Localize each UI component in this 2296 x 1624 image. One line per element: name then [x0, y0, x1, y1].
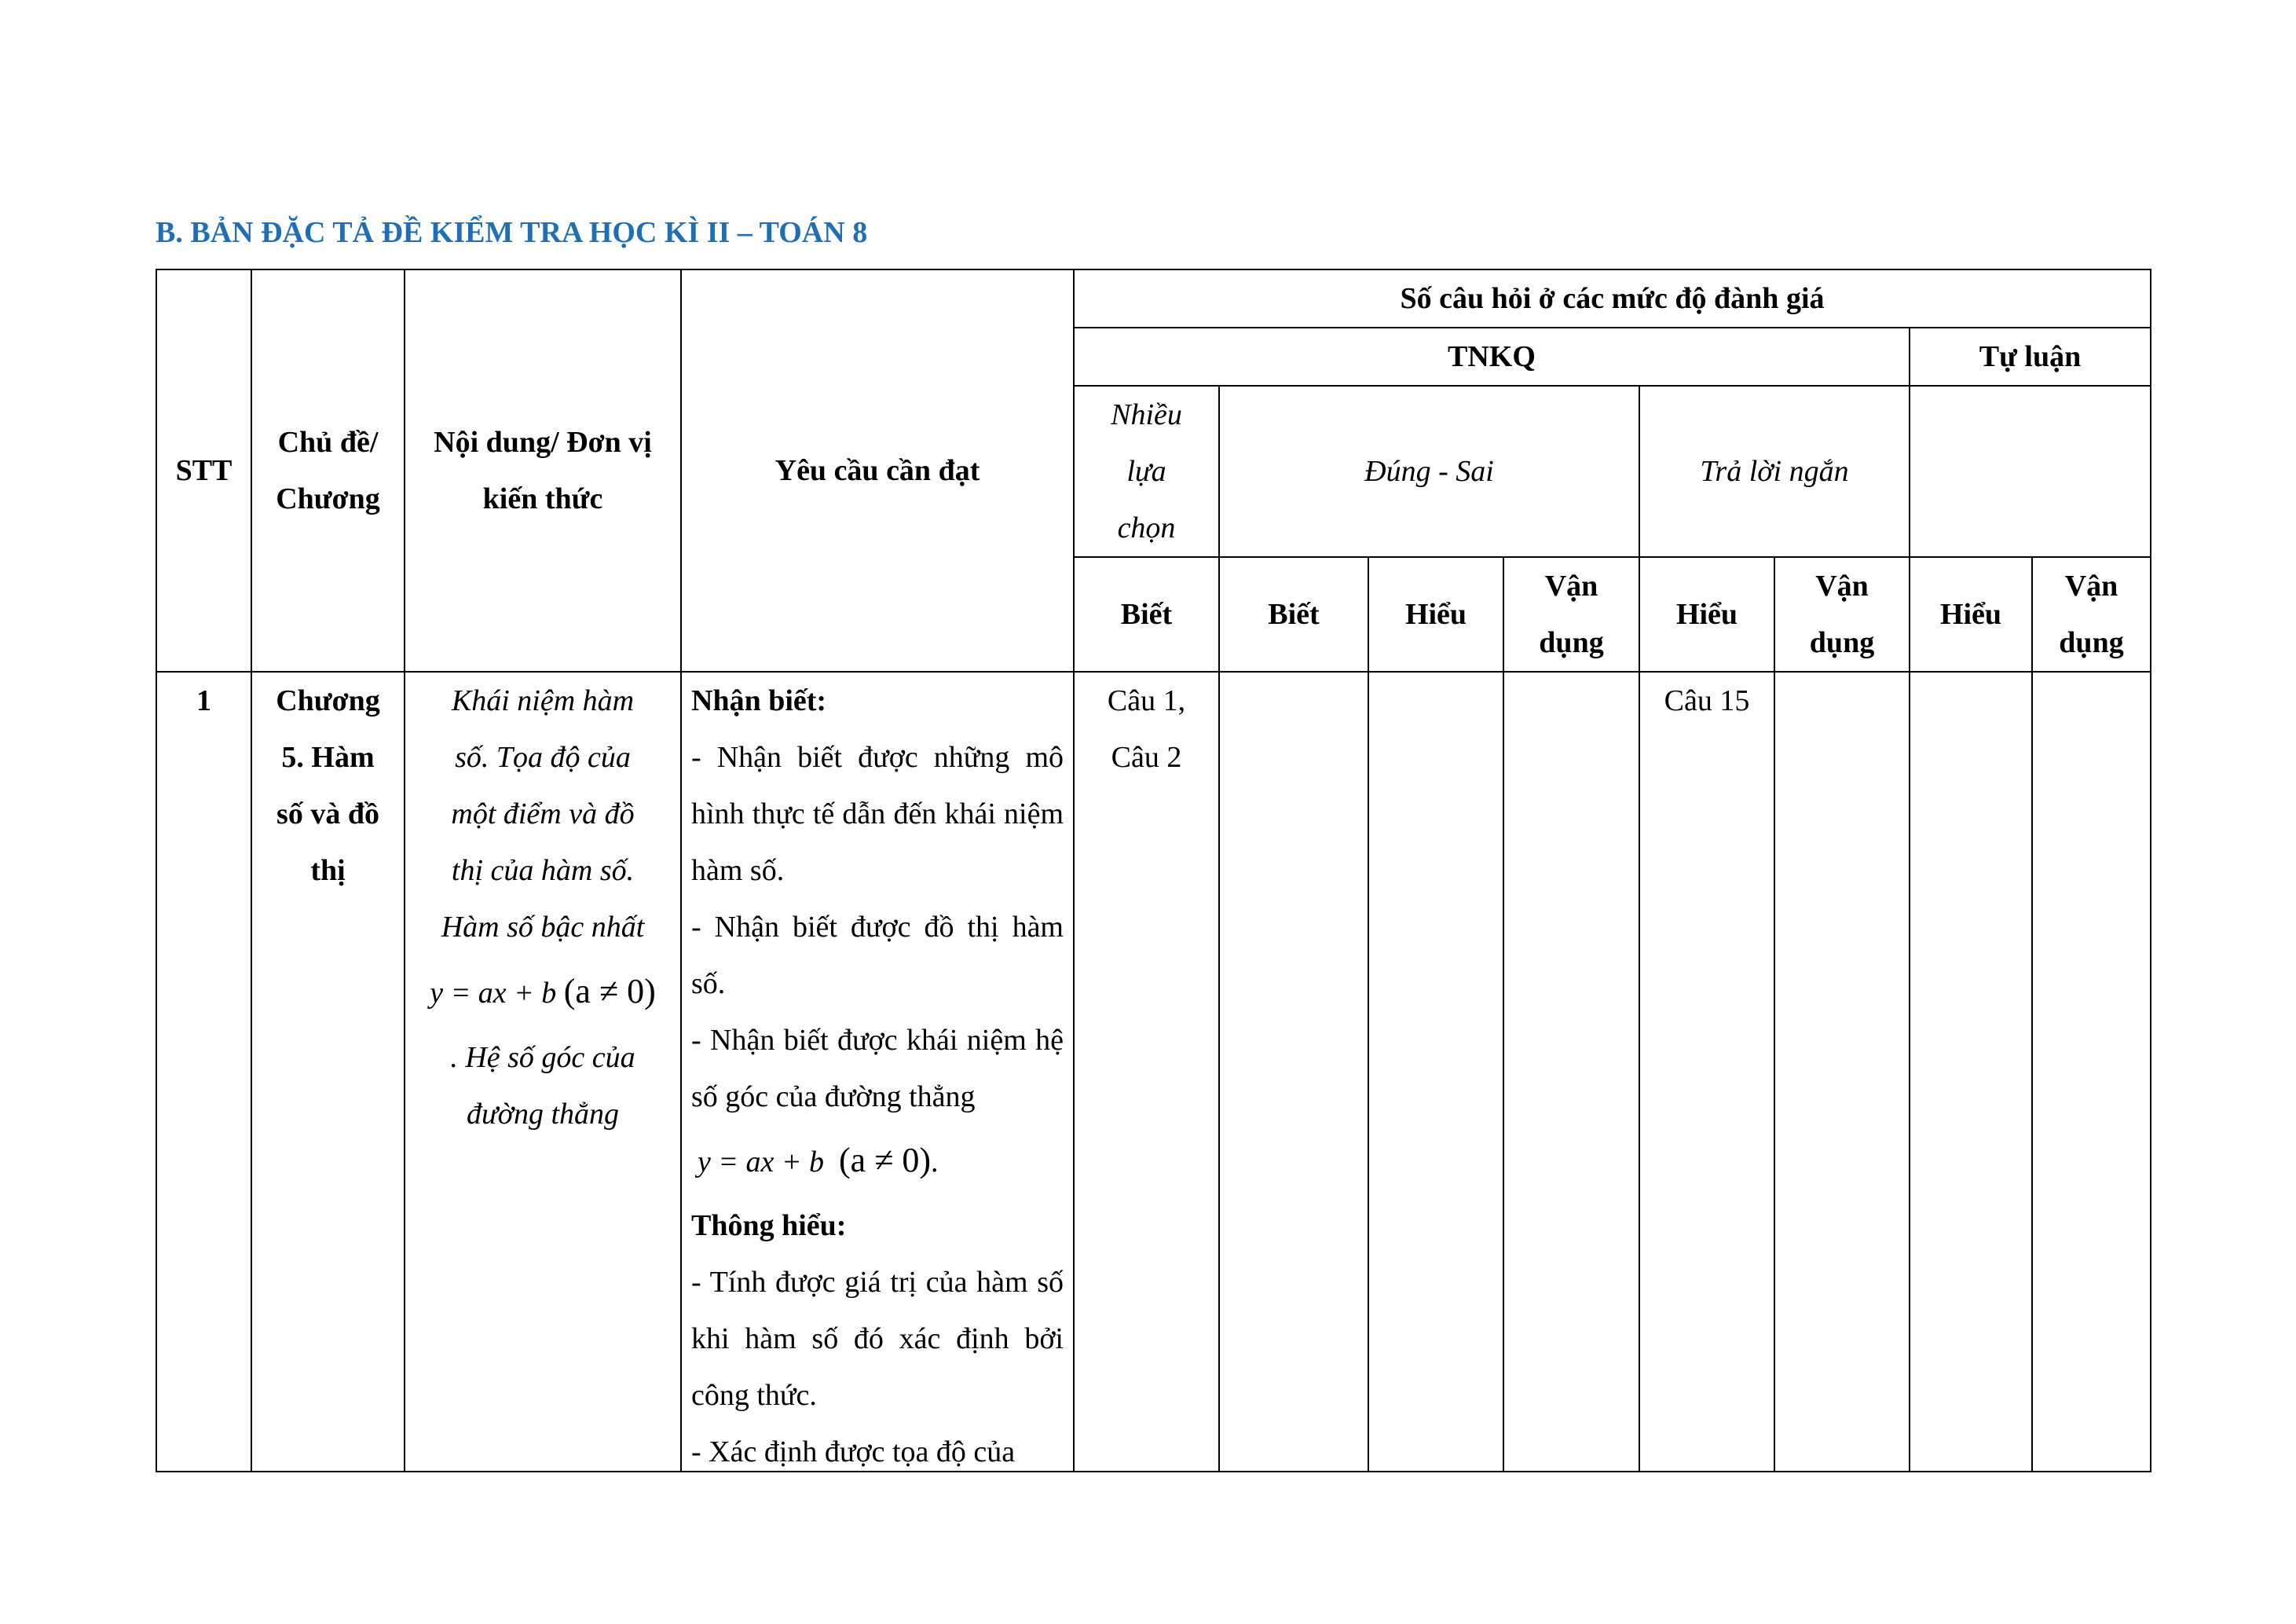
formula-slope: y = ax + b (a ≠ 0).: [698, 1141, 939, 1179]
header-tra-loi-ngan: Trả lời ngắn: [1639, 386, 1910, 557]
row-tln-van-dung: [1774, 672, 1910, 1472]
header-stt: STT: [156, 269, 251, 672]
req-nhan-biet-3: - Nhận biết được khái niệm hệ số góc của đường thẳng: [691, 1024, 1064, 1113]
level-ds-biet: Biết: [1219, 557, 1368, 672]
row-stt: 1: [156, 672, 251, 1472]
level-ds-van-dung: Vận dụng: [1503, 557, 1639, 672]
header-nhieu-lua-chon: Nhiều lựa chọn: [1074, 386, 1219, 557]
label-thong-hieu: Thông hiểu:: [691, 1209, 847, 1242]
level-tl-hieu: Hiểu: [1910, 557, 2032, 672]
header-tu-luan-blank: [1910, 386, 2151, 557]
header-yeu-cau: Yêu cầu cần đạt: [681, 269, 1074, 672]
row-noi-dung: Khái niệm hàm số. Tọa độ của một điểm và đồ thị của hàm số. Hàm số bậc nhất y = ax + b (a ≠ 0) . Hệ số góc của đường thẳng: [405, 672, 681, 1472]
row-mc-biet: Câu 1, Câu 2: [1074, 672, 1219, 1472]
row-tln-hieu: Câu 15: [1639, 672, 1774, 1472]
row-tl-van-dung: [2032, 672, 2151, 1472]
level-tln-van-dung: Vận dụng: [1774, 557, 1910, 672]
header-chu-de: Chủ đề/ Chương: [251, 269, 405, 672]
header-dung-sai: Đúng - Sai: [1219, 386, 1639, 557]
row-ds-van-dung: [1503, 672, 1639, 1472]
label-nhan-biet: Nhận biết:: [691, 684, 827, 717]
document-title: B. BẢN ĐẶC TẢ ĐỀ KIỂM TRA HỌC KÌ II – TOÁN 8: [156, 216, 868, 249]
table-row: [156, 672, 2151, 1472]
req-nhan-biet-1: - Nhận biết được những mô hình thực tế dẫn đến khái niệm hàm số.: [691, 741, 1064, 887]
row-tl-hieu: [1910, 672, 2032, 1472]
specification-table: [156, 269, 2151, 1472]
header-noi-dung: Nội dung/ Đơn vị kiến thức: [405, 269, 681, 672]
row-chu-de: Chương 5. Hàm số và đồ thị: [251, 672, 405, 1472]
level-tln-hieu: Hiểu: [1639, 557, 1774, 672]
req-nhan-biet-2: - Nhận biết được đồ thị hàm số.: [691, 911, 1064, 1000]
header-so-cau-hoi: Số câu hỏi ở các mức độ đành giá: [1074, 269, 2151, 328]
row-yeu-cau: [681, 672, 1074, 1472]
req-thong-hieu-2: - Xác định được tọa độ của: [691, 1435, 1016, 1468]
formula-linear-function: y = ax + b (a ≠ 0): [430, 972, 656, 1010]
level-mc-biet: Biết: [1074, 557, 1219, 672]
level-ds-hieu: Hiểu: [1368, 557, 1503, 672]
header-tu-luan: Tự luận: [1910, 328, 2151, 386]
row-ds-biet: [1219, 672, 1368, 1472]
row-ds-hieu: [1368, 672, 1503, 1472]
req-thong-hieu-1: - Tính được giá trị của hàm số khi hàm số đó xác định bởi công thức.: [691, 1266, 1064, 1412]
header-tnkq: TNKQ: [1074, 328, 1910, 386]
header-row-1: [156, 269, 2151, 328]
level-tl-van-dung: Vận dụng: [2032, 557, 2151, 672]
